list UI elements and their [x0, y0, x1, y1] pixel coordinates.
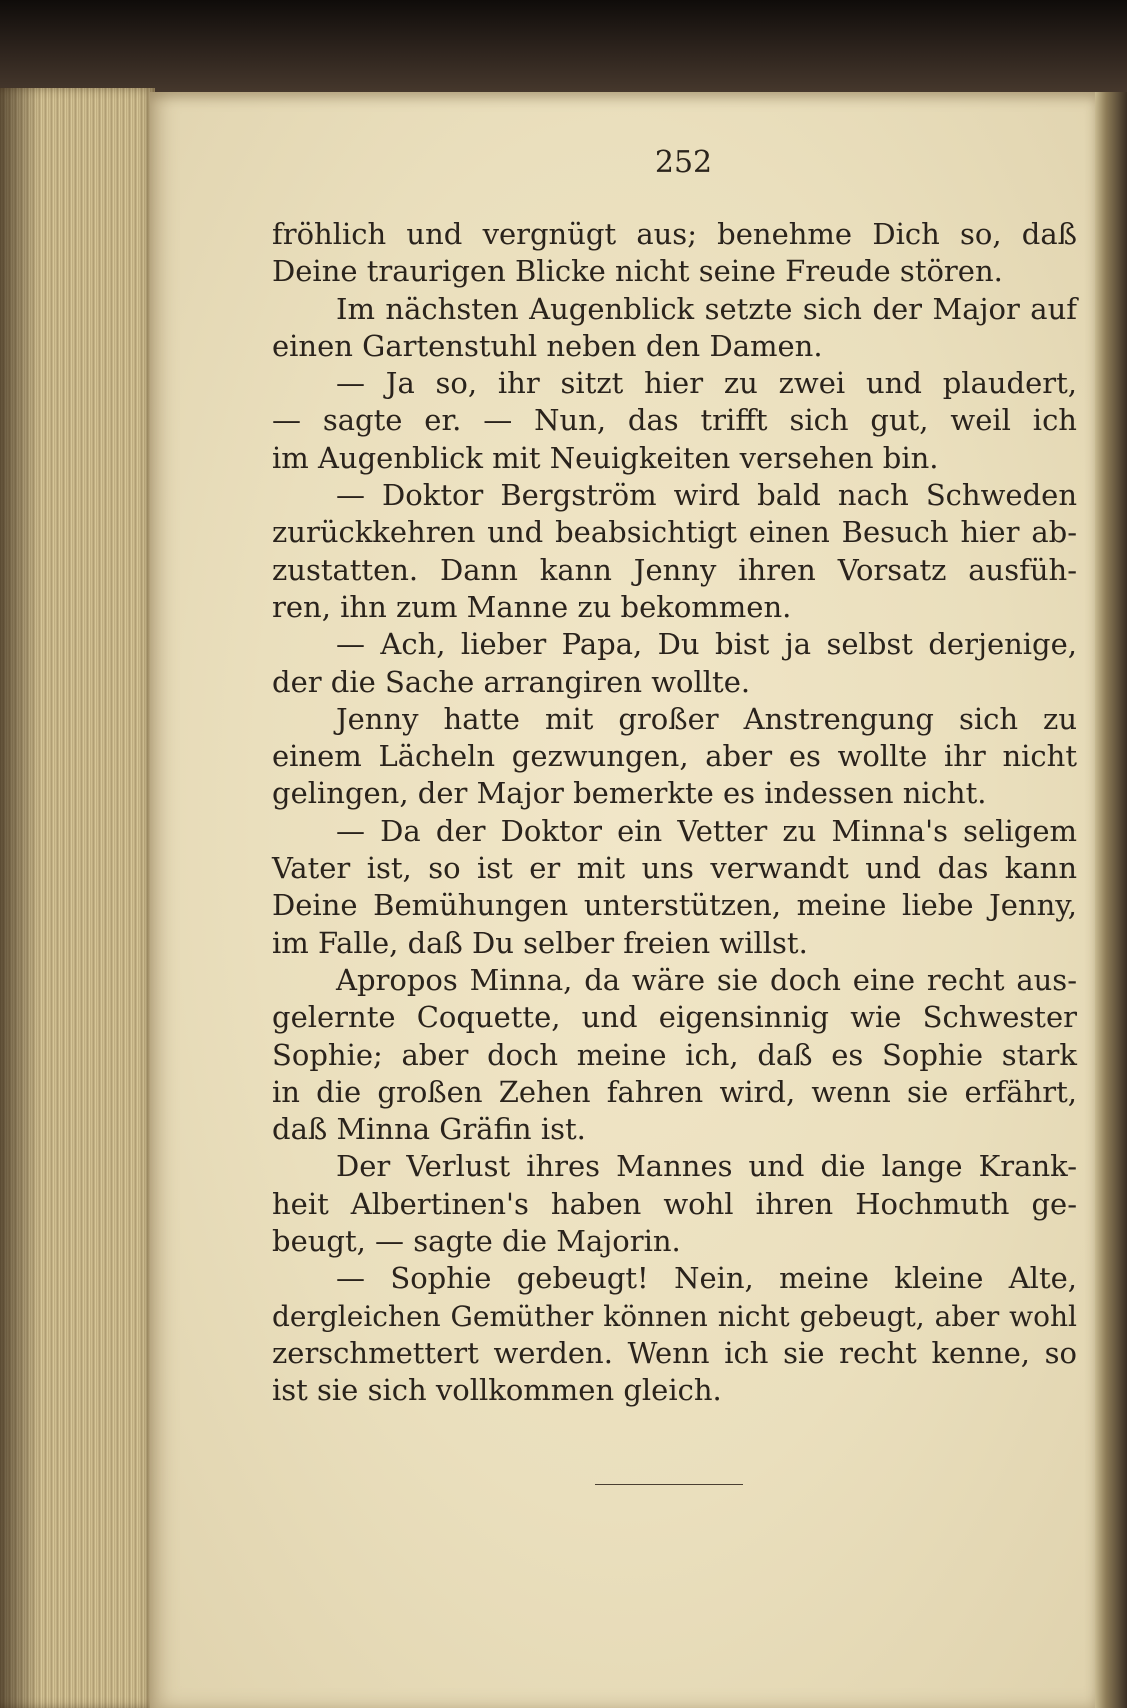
text-line: Jenny hatte mit großer Anstrengung sich zu: [336, 701, 1077, 736]
text-line: zurückkehren und beabsichtigt einen Besuch hier ab-: [272, 515, 1077, 550]
text-line: gelernte Coquette, und eigensinnig wie Schwester: [272, 1000, 1077, 1035]
text-line: — Doktor Bergström wird bald nach Schweden: [336, 478, 1077, 513]
text-line: dergleichen Gemüther können nicht gebeugt, aber wohl: [272, 1299, 1077, 1333]
text-line: — sagte er. — Nun, das trifft sich gut, weil ich: [272, 403, 1077, 438]
text-line: fröhlich und vergnügt aus; benehme Dich so, daß: [272, 217, 1077, 251]
text-line: im Falle, daß Du selber freien willst.: [272, 925, 808, 960]
text-line: — Da der Doktor ein Vetter zu Minna's seligem: [336, 813, 1077, 848]
text-line: — Ja so, ihr sitzt hier zu zwei und plaudert,: [336, 366, 1077, 401]
text-line: im Augenblick mit Neuigkeiten versehen bin.: [272, 440, 939, 475]
text-line: Sophie; aber doch meine ich, daß es Sophie stark: [272, 1037, 1077, 1072]
text-line: beugt, — sagte die Majorin.: [272, 1224, 681, 1259]
text-line: heit Albertinen's haben wohl ihren Hochmuth ge-: [272, 1186, 1077, 1221]
text-line: Apropos Minna, da wäre sie doch eine recht aus-: [336, 962, 1077, 997]
page-stack-shadow: [0, 88, 40, 1708]
binding-edge: [1095, 92, 1127, 1708]
text-line: — Sophie gebeugt! Nein, meine kleine Alte,: [336, 1261, 1077, 1296]
text-line: ist sie sich vollkommen gleich.: [272, 1373, 722, 1408]
text-line: Der Verlust ihres Mannes und die lange Krank-: [336, 1149, 1077, 1184]
text-line: einen Gartenstuhl neben den Damen.: [272, 328, 823, 363]
text-line: zerschmettert werden. Wenn ich sie recht kenne, so: [272, 1335, 1077, 1370]
section-separator-rule: [595, 1484, 743, 1485]
book-cover-edge: [0, 0, 1127, 100]
text-line: gelingen, der Major bemerkte es indessen nicht.: [272, 776, 987, 811]
body-text: [272, 216, 1077, 1410]
text-line: Deine traurigen Blicke nicht seine Freude stören.: [272, 254, 1003, 289]
page-number: 252: [654, 145, 713, 180]
text-line: in die großen Zehen fahren wird, wenn sie erfährt,: [272, 1074, 1077, 1109]
text-line: daß Minna Gräfin ist.: [272, 1112, 586, 1147]
text-line: Im nächsten Augenblick setzte sich der Major auf: [336, 291, 1077, 326]
text-line: — Ach, lieber Papa, Du bist ja selbst derjenige,: [336, 627, 1077, 662]
text-line: der die Sache arrangiren wollte.: [272, 664, 751, 699]
text-line: Vater ist, so ist er mit uns verwandt und das kann: [272, 851, 1077, 886]
text-line: Deine Bemühungen unterstützen, meine liebe Jenny,: [272, 888, 1077, 923]
text-line: einem Lächeln gezwungen, aber es wollte ihr nicht: [272, 739, 1077, 774]
text-line: zustatten. Dann kann Jenny ihren Vorsatz ausfüh-: [272, 552, 1077, 587]
text-line: ren, ihn zum Manne zu bekommen.: [272, 589, 792, 624]
